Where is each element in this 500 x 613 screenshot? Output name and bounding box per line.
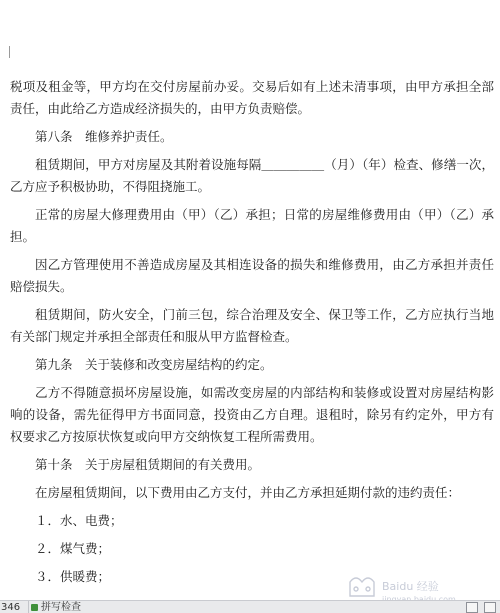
view-buttons [466,601,496,613]
page-corner-mark [6,46,10,58]
paragraph: ３．供暖费； [35,569,111,584]
baidu-jingyan-watermark [336,572,486,600]
paragraph: 因乙方管理使用不善造成房屋及其相连设备的损失和维修费用，由乙方承担并责任赔偿损失。 [10,257,494,294]
document-body[interactable] [10,76,494,594]
paragraph: 正常的房屋大修理费用由（甲）（乙）承担；日常的房屋维修费用由（甲）（乙）承担。 [10,207,494,244]
svg-text:Baidu 经验: Baidu 经验 [382,580,439,593]
paragraph: 租赁期间，防火安全，门前三包，综合治理及安全、保卫等工作，乙方应执行当地有关部门规定并承担全部责任和服从甲方监督检查。 [10,307,494,344]
paragraph: １．水、电费； [35,513,123,528]
paragraph: ２．煤气费； [35,541,111,556]
zoom-icon[interactable] [484,602,496,613]
paragraph: 税项及租金等，甲方均在交付房屋前办妥。交易后如有上述未清事项，由甲方承担全部责任，由此给乙方造成经济损失的，由甲方负责赔偿。 [10,79,494,116]
spell-check-label: 拼写检查 [41,602,81,613]
paragraph: 第八条 维修养护责任。 [35,129,173,144]
paragraph: 第九条 关于装修和改变房屋结构的约定。 [35,357,273,372]
status-bar [0,600,500,613]
paragraph: 第十条 关于房屋租赁期间的有关费用。 [35,457,261,472]
spell-check-button[interactable] [28,601,85,613]
paragraph: 租赁期间，甲方对房屋及其附着设施每隔＿＿＿＿＿（月）（年）检查、修缮一次，乙方应予积极协助，不得阻挠施工。 [10,157,494,194]
spell-check-icon [31,604,38,611]
view-mode-icon[interactable] [466,602,478,613]
paragraph: 在房屋租赁期间，以下费用由乙方支付，并由乙方承担延期付款的违约责任： [35,485,461,500]
paragraph: 乙方不得随意损坏房屋设施，如需改变房屋的内部结构和装修或设置对房屋结构影响的设备，需先征得甲方书面同意，投资由乙方自理。退租时，除另有约定外，甲方有权要求乙方按原状恢复或向甲方交纳恢复工程所需费用。 [10,385,494,444]
word-count[interactable]: 346 [1,602,21,613]
